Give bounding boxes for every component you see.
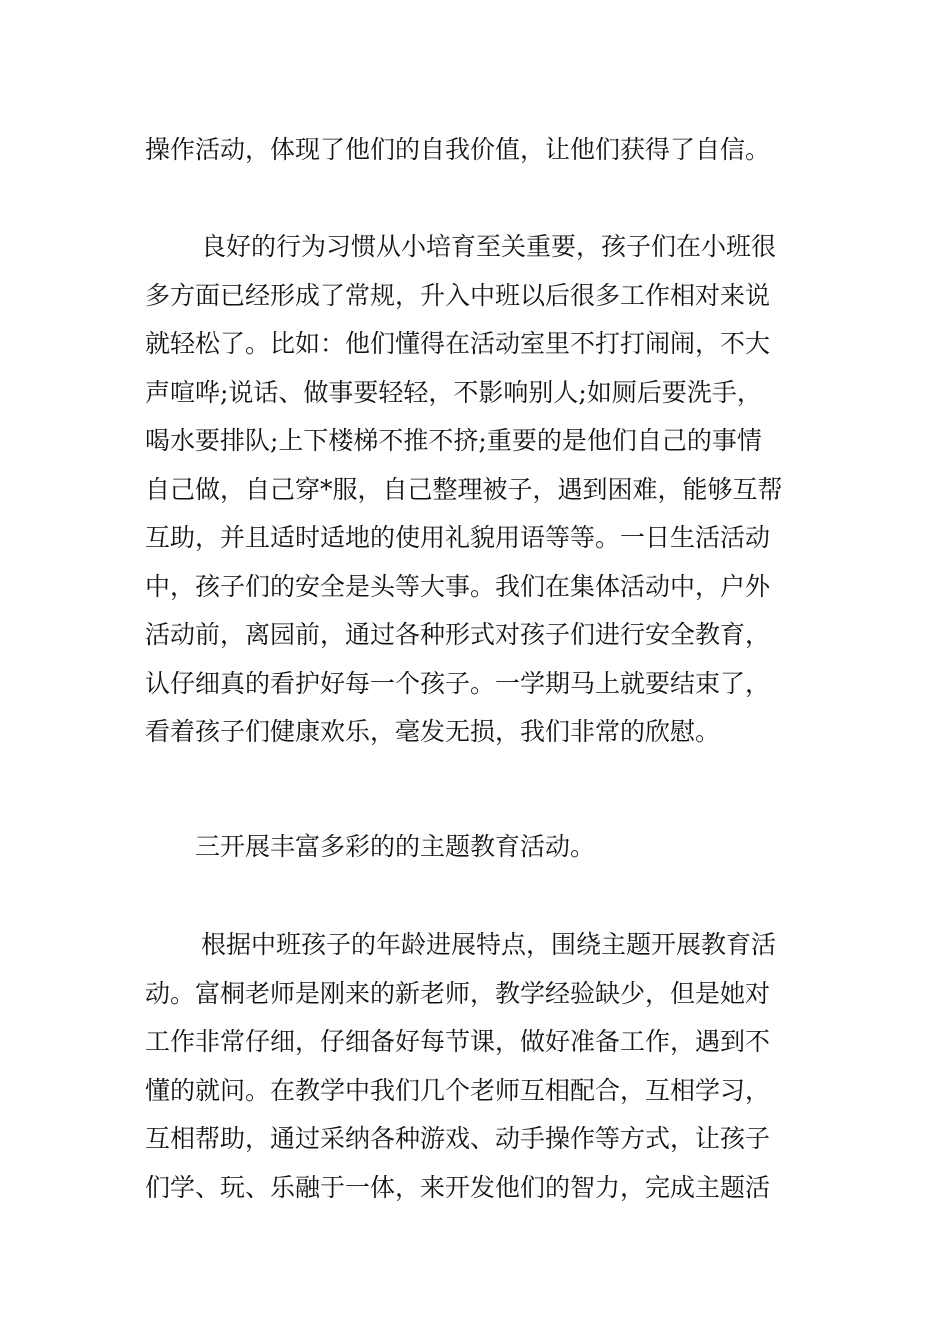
text-line: 们学、玩、乐融于一体，来开发他们的智力，完成主题活	[145, 1172, 771, 1202]
text-line: 根据中班孩子的年龄进展特点，围绕主题开展教育活	[201, 930, 777, 959]
text-line: 懂的就问。在教学中我们几个老师互相配合，互相学习，	[145, 1075, 771, 1105]
text-line: 认仔细真的看护好每一个孩子。一学期马上就要结束了，	[145, 668, 771, 698]
text-line: 动。富桐老师是刚来的新老师，教学经验缺少，但是她对	[145, 978, 771, 1008]
text-line: 操作活动，体现了他们的自我价值，让他们获得了自信。	[145, 135, 771, 164]
paragraph-continuation	[145, 126, 815, 175]
text-line: 自己做，自己穿*服，自己整理被子，遇到困难，能够互帮	[145, 474, 783, 504]
text-line: 喝水要排队;上下楼梯不推不挤;重要的是他们自己的事情	[145, 426, 762, 455]
text-line: 声喧哗;说话、做事要轻轻，不影响别人;如厕后要洗手，	[145, 377, 762, 407]
text-line: 看着孩子们健康欢乐，毫发无损，我们非常的欣慰。	[145, 717, 721, 746]
text-line: 三开展丰富多彩的的主题教育活动。	[195, 832, 596, 861]
text-line: 多方面已经形成了常规，升入中班以后很多工作相对来说	[145, 280, 771, 310]
text-line: 工作非常仔细，仔细备好每节课，做好准备工作，遇到不	[145, 1027, 771, 1056]
text-line: 中，孩子们的安全是头等大事。我们在集体活动中，户外	[145, 571, 771, 601]
text-line: 活动前，离园前，通过各种形式对孩子们进行安全教育，	[145, 620, 771, 649]
text-line: 良好的行为习惯从小培育至关重要，孩子们在小班很	[201, 232, 777, 261]
text-line: 互助，并且适时适地的使用礼貌用语等等。一日生活活动	[145, 523, 771, 552]
text-line: 互相帮助，通过采纳各种游戏、动手操作等方式，让孩子	[145, 1124, 771, 1153]
paragraph-theme-education	[145, 921, 815, 1212]
section-heading	[195, 823, 865, 872]
paragraph-behavior-habits	[145, 223, 815, 757]
text-line: 就轻松了。比如：他们懂得在活动室里不打打闹闹，不大	[145, 329, 771, 358]
